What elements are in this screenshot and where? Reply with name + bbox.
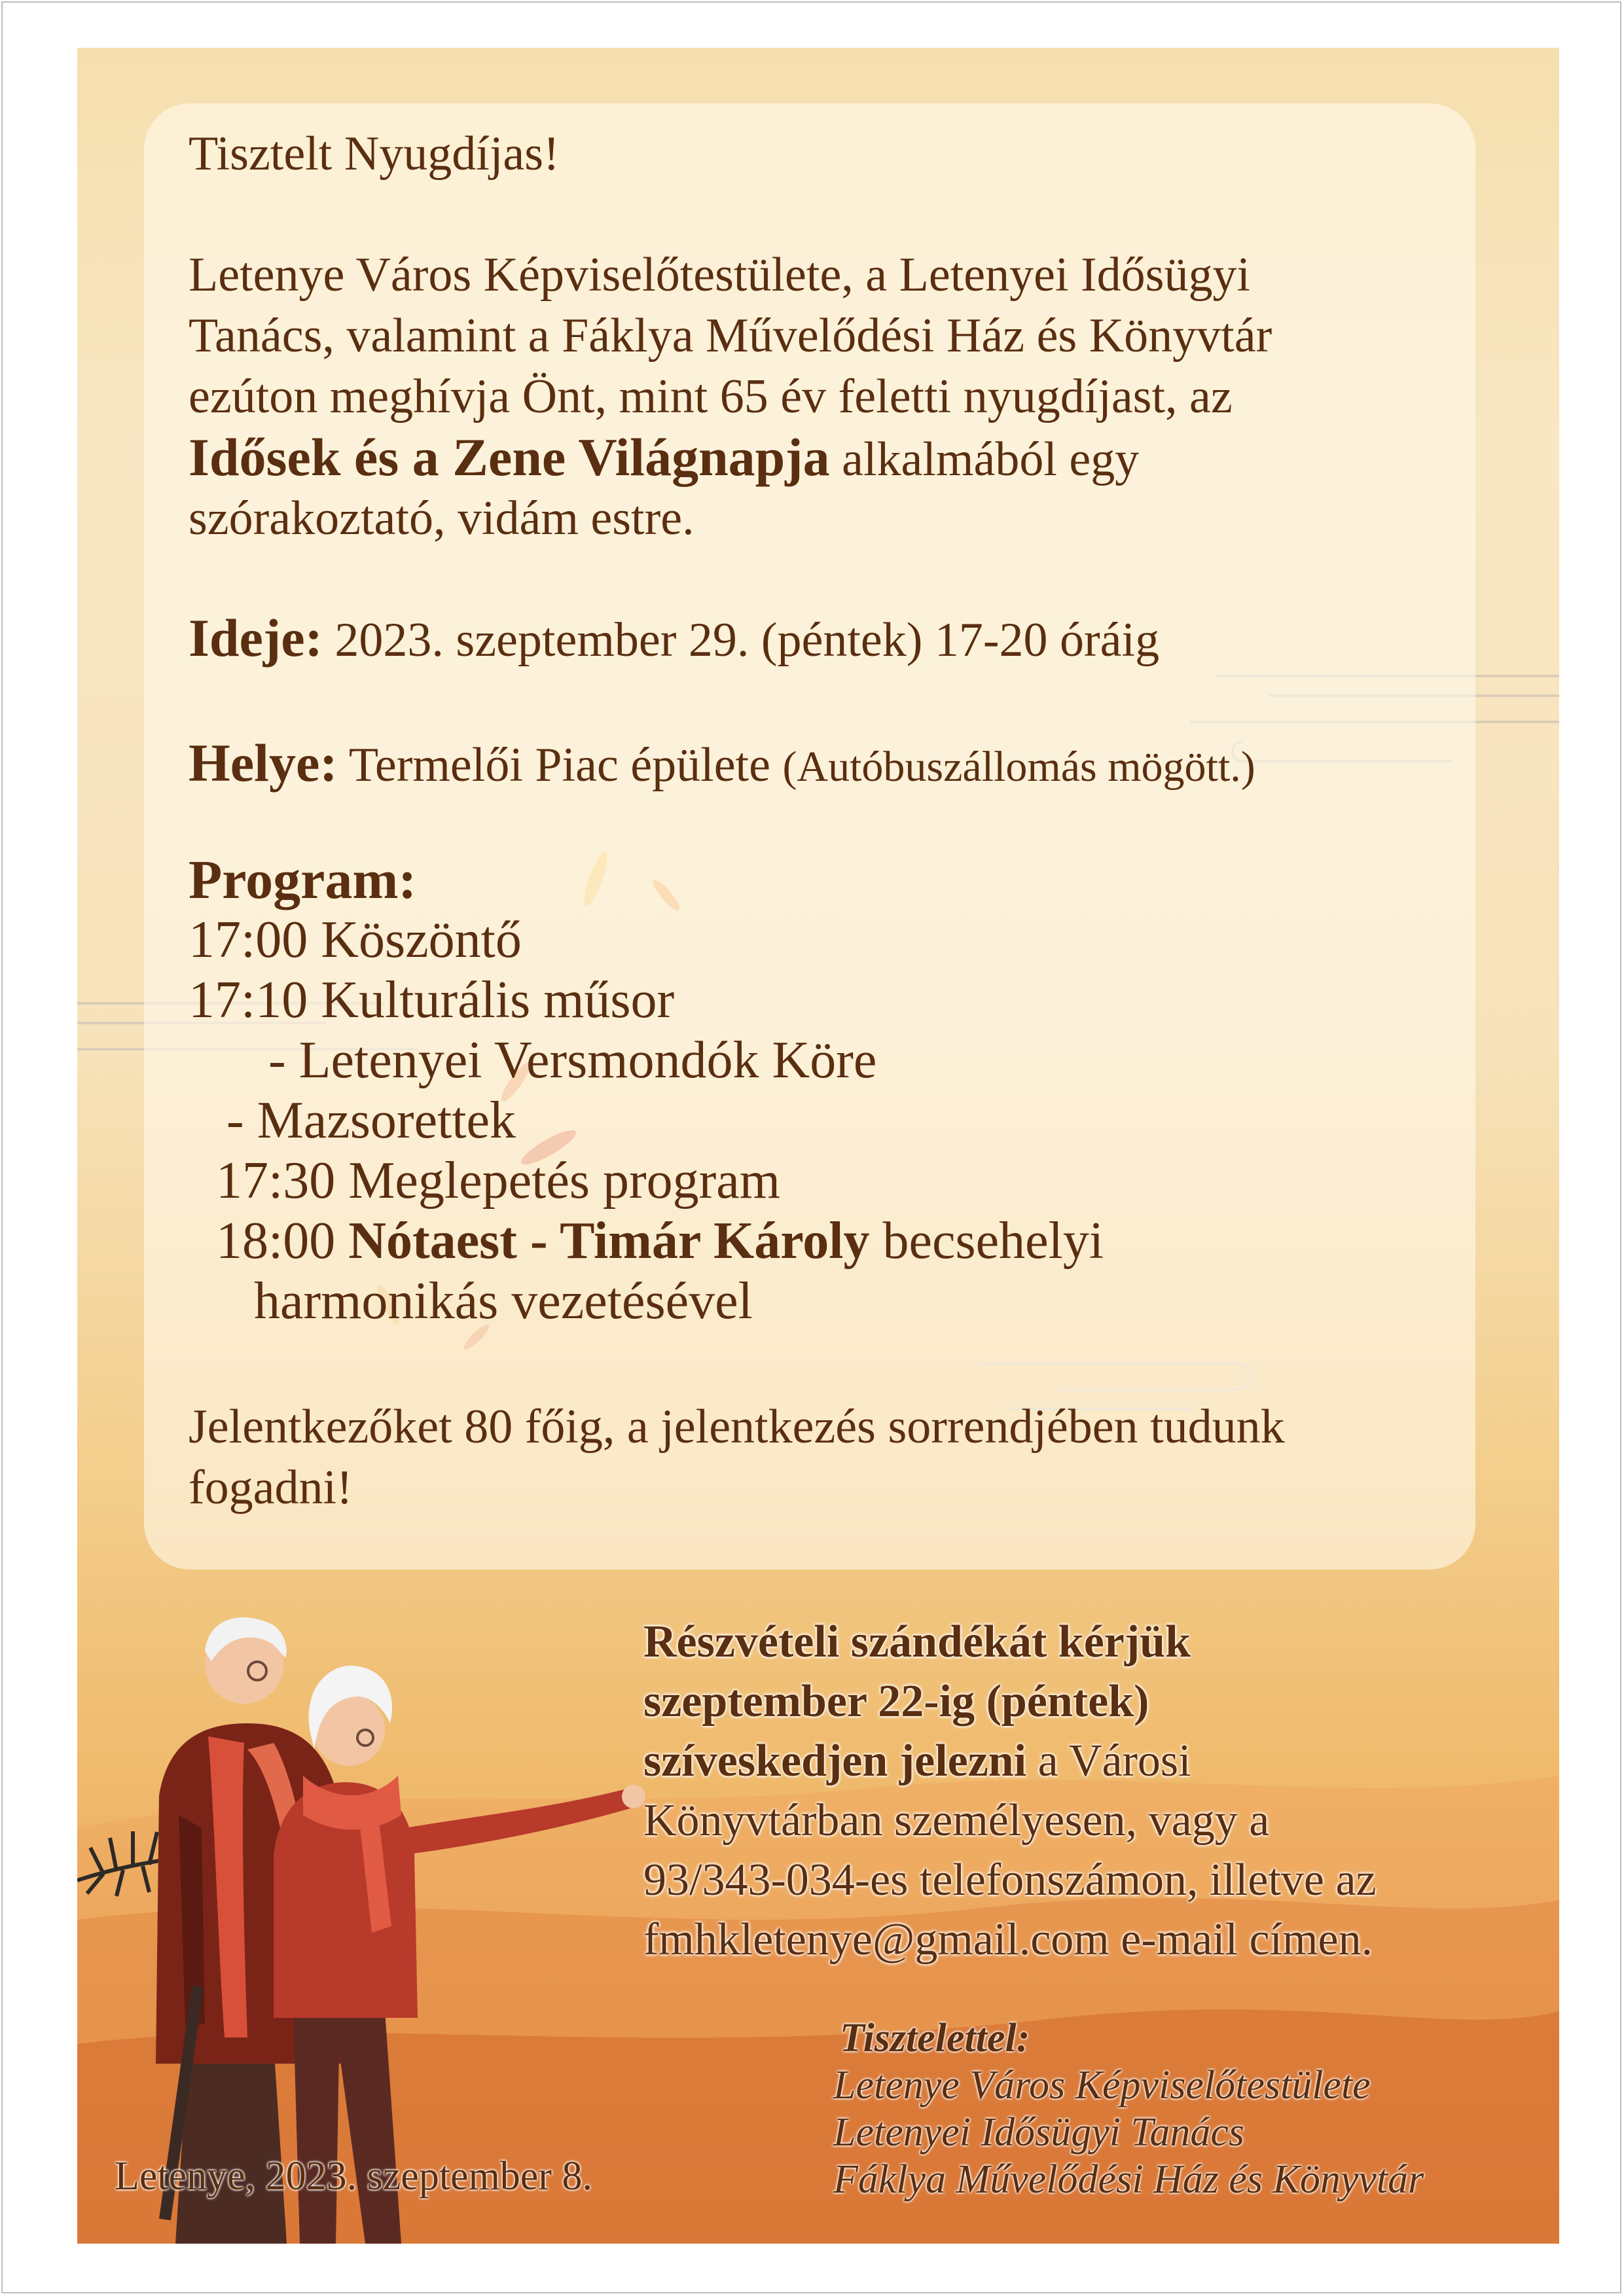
rsvp-text: a Városi [1026, 1736, 1191, 1786]
program-item-text: Kulturális műsor [321, 971, 675, 1029]
rsvp-paragraph [643, 1612, 1507, 1969]
rsvp-line: szeptember 22-ig (péntek) [643, 1676, 1149, 1727]
place-and-date: Letenye, 2023. szeptember 8. [115, 2154, 592, 2198]
rsvp-line: Könyvtárban személyesen, vagy a [643, 1795, 1270, 1846]
program-item-title: Nótaest [348, 1212, 517, 1270]
limit-line-2: fogadni! [189, 1461, 353, 1515]
time-label: Ideje: [189, 608, 323, 668]
signature-line: Letenyei Idősügyi Tanács [833, 2110, 1244, 2155]
program-item-continuation: harmonikás vezetésével [254, 1272, 753, 1330]
rsvp-bold: szíveskedjen jelezni [643, 1736, 1027, 1786]
time-value: 2023. szeptember 29. (péntek) 17-20 óráig [322, 613, 1160, 667]
rsvp-phone: 93/343-034-es telefonszámon, illetve az [643, 1855, 1377, 1905]
program-item-time: 17:10 [189, 971, 308, 1029]
program-item-performer: Timár Károly [560, 1212, 870, 1270]
program-item-time: 17:00 [189, 911, 308, 969]
program-item [189, 969, 674, 1031]
rsvp-line: Részvételi szándékát kérjük [643, 1617, 1191, 1667]
program-title: Program: [189, 850, 417, 910]
intro-line-4 [189, 427, 1139, 490]
event-name: Idősek és a Zene Világnapja [189, 427, 830, 487]
rsvp-email: fmhkletenye@gmail.com e-mail címen. [643, 1914, 1373, 1965]
program-item [189, 909, 522, 971]
event-time [189, 607, 1159, 671]
program-item [216, 1150, 780, 1211]
program-item-separator: - [516, 1212, 560, 1270]
limit-line-1: Jelentkezőket 80 főig, a jelentkezés sorrendjében tudunk [189, 1400, 1285, 1454]
signature-line: Fáklya Művelődési Ház és Könyvtár [833, 2157, 1424, 2202]
intro-line-3: ezúton meghívja Önt, mint 65 év feletti nyugdíjast, az [189, 370, 1233, 423]
event-place [189, 732, 1255, 798]
program-item-text: becsehelyi [869, 1212, 1104, 1270]
program-subitem: - Letenyei Versmondók Köre [268, 1031, 877, 1089]
place-value: Termelői Piac épülete [337, 738, 783, 792]
greeting: Tisztelt Nyugdíjas! [189, 127, 560, 181]
intro-line-1: Letenye Város Képviselőtestülete, a Letenyei Idősügyi [189, 248, 1251, 302]
invitation-poster [77, 48, 1559, 2244]
place-note: (Autóbuszállomás mögött.) [782, 743, 1255, 791]
program-item [216, 1210, 1104, 1272]
program-item-time: 18:00 [216, 1212, 336, 1270]
intro-line-4-rest: alkalmából egy [829, 433, 1140, 486]
rsvp-line [643, 1731, 1507, 1791]
intro-line-5: szórakoztató, vidám estre. [189, 492, 695, 545]
signature-heading: Tisztelettel: [840, 2016, 1030, 2060]
program-item-time: 17:30 [216, 1152, 336, 1210]
place-label: Helye: [189, 733, 338, 793]
program-subitem: - Mazsorettek [226, 1092, 516, 1149]
program-item-text: Köszöntő [321, 911, 522, 969]
signature-line: Letenye Város Képviselőtestülete [833, 2063, 1371, 2108]
intro-line-2: Tanács, valamint a Fáklya Művelődési Ház és Könyvtár [189, 309, 1272, 363]
program-item-text: Meglepetés program [348, 1152, 780, 1210]
